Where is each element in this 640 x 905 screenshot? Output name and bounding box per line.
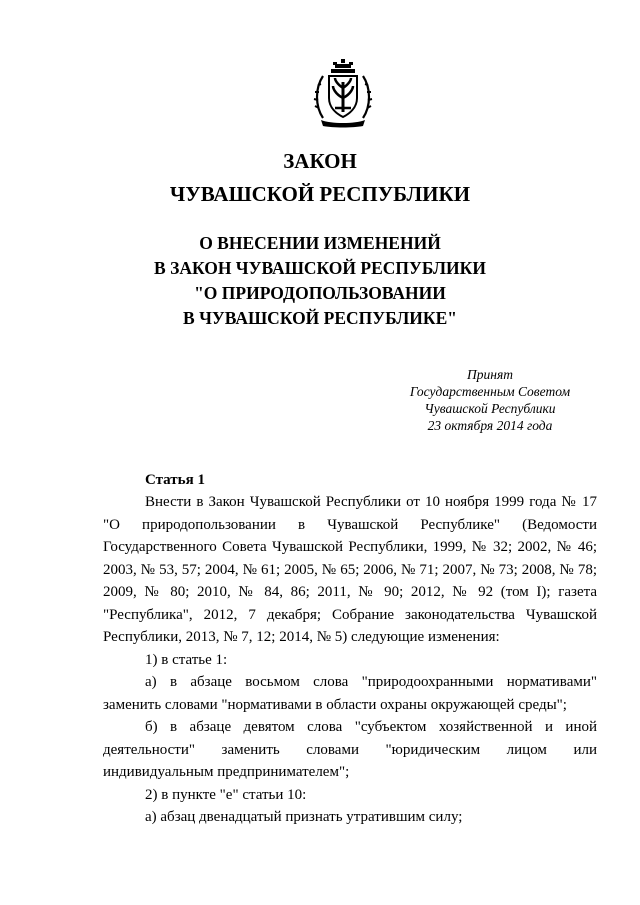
- coat-of-arms-emblem: [313, 58, 373, 128]
- paragraph: б) в абзаце девятом слова "субъектом хозяйственной и иной деятельности" заменить словами "юридическим лицом или индивидуальным предпринимателем";: [103, 719, 597, 780]
- subject-line: О ВНЕСЕНИИ ИЗМЕНЕНИЙ: [199, 233, 441, 253]
- paragraph: 1) в статье 1:: [145, 651, 228, 668]
- adoption-date: 23 октября 2014 года: [427, 418, 553, 433]
- law-title-republic: ЧУВАШСКОЙ РЕСПУБЛИКИ: [169, 182, 471, 206]
- paragraph: а) в абзаце восьмом слова "природоохранными нормативами" заменить словами "нормативами в области охраны окружающей среды";: [103, 674, 597, 713]
- adoption-note: [390, 366, 590, 434]
- article-heading: Статья 1: [145, 472, 205, 488]
- paragraph: Внести в Закон Чувашской Республики от 10 ноября 1999 года № 17 "О природопользовании в Чувашской Республике" (Ведомости Государственного Совета Чувашской Республики, 1999, № 32; 2002, № 46; 2003, № 53, 57; 2004, № 61; 2005, № 65; 2006, № 71; 2007, № 73; 2008, № 78; 2009, № 80; 2010, № 84, 86; 2011, № 90; 2012, № 92 (том I); газета "Республика", 2012, 7 декабря; Собрание законодательства Чувашской Республики, 2013, № 7, 12; 2014, № 5) следующие изменения:: [103, 494, 597, 645]
- adoption-line: Государственным Советом: [409, 384, 571, 399]
- adoption-line: Чувашской Республики: [424, 401, 556, 416]
- subject-line: В ЧУВАШСКОЙ РЕСПУБЛИКЕ": [183, 308, 457, 328]
- adoption-line: Принят: [467, 367, 513, 382]
- paragraph: 2) в пункте "е" статьи 10:: [145, 786, 307, 803]
- law-title-word: ЗАКОН: [283, 149, 357, 173]
- article-body: [103, 491, 597, 829]
- law-subject: [0, 231, 640, 331]
- paragraph: а) абзац двенадцатый признать утратившим силу;: [145, 809, 463, 825]
- subject-line: В ЗАКОН ЧУВАШСКОЙ РЕСПУБЛИКИ: [154, 258, 486, 278]
- subject-line: "О ПРИРОДОПОЛЬЗОВАНИИ: [194, 283, 446, 303]
